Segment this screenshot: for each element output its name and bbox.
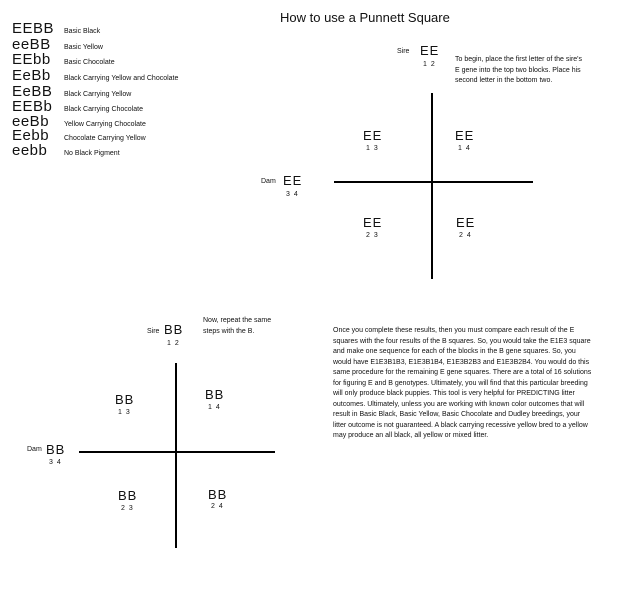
b-cell-letters: BB <box>208 487 228 502</box>
b-cell-letters: BB <box>115 392 135 407</box>
explanation-paragraph: Once you complete these results, then you must compare each result of the E squares with the four results of the B squares. So, you would take the E1E3 square and make one sequence for each of the blocks in the B gene squares. So, you would have E1E3B1B3, E1E3B1B4, E1E3B2B3 and E1E3B2B4. You would do this same procedure for the remaining E gene squares. There are a total of 16 solutions for figuring E and B genotypes. Ultimately, you will find that this particular breeding will only produce black puppies. This tool is very helpful for PREDICTING litter outcomes. Ultimately, unless you are working with known color outcomes that will result in Basic Black, Basic Yellow, Basic Chocolate and Dudley breedings, your litter outcome is not guaranteed. A black carrying recessive yellow bred to a yellow may produce an all black, all yellow or mixed litter. <box>333 327 592 439</box>
b-cell-numbers: 14 <box>208 404 224 411</box>
e-horizontal-line <box>334 181 533 183</box>
e-dam-label: Dam <box>261 178 276 185</box>
b-sire-letters: BB <box>164 322 184 337</box>
b-instructions: Now, repeat the same steps with the B. <box>203 317 272 335</box>
legend-genotype: Eebb <box>12 127 50 144</box>
legend-genotype: EEBB <box>12 20 55 37</box>
legend-genotype: EEbb <box>12 51 51 68</box>
page-title: How to use a Punnett Square <box>280 10 450 25</box>
e-cell-letters: EE <box>363 128 383 143</box>
e-sire-allele-numbers: 12 <box>423 61 439 68</box>
e-dam-allele-numbers: 34 <box>286 191 302 198</box>
e-cell-numbers: 14 <box>458 145 474 152</box>
e-sire-letters: EE <box>420 43 440 58</box>
b-cell-numbers: 24 <box>211 503 227 510</box>
e-sire-label: Sire <box>397 48 410 55</box>
e-instructions: To begin, place the first letter of the sire's E gene into the top two blocks. Place his second letter in the bottom two. <box>455 56 583 84</box>
e-cell-numbers: 24 <box>459 232 475 239</box>
legend-genotype: EeBb <box>12 67 51 84</box>
legend-description: Black Carrying Yellow <box>64 91 132 98</box>
b-dam-label: Dam <box>27 446 42 453</box>
e-vertical-line <box>431 93 433 279</box>
legend-description: Black Carrying Yellow and Chocolate <box>64 75 179 82</box>
legend-description: No Black Pigment <box>64 150 120 157</box>
legend-genotype: EeBB <box>12 83 53 100</box>
legend-genotype: EEBb <box>12 98 53 115</box>
legend-description: Basic Black <box>64 28 101 35</box>
b-vertical-line <box>175 363 177 548</box>
legend-description: Basic Chocolate <box>64 59 115 66</box>
b-sire-allele-numbers: 12 <box>167 340 183 347</box>
e-cell-letters: EE <box>455 128 475 143</box>
e-cell-numbers: 13 <box>366 145 382 152</box>
b-dam-allele-numbers: 34 <box>49 459 65 466</box>
e-cell-numbers: 23 <box>366 232 382 239</box>
legend-genotype: eeBB <box>12 36 51 53</box>
legend-description: Chocolate Carrying Yellow <box>64 135 146 142</box>
legend-description: Basic Yellow <box>64 44 103 51</box>
b-dam-letters: BB <box>46 442 66 457</box>
e-cell-letters: EE <box>363 215 383 230</box>
e-dam-letters: EE <box>283 173 303 188</box>
b-cell-letters: BB <box>118 488 138 503</box>
b-horizontal-line <box>79 451 275 453</box>
legend-description: Black Carrying Chocolate <box>64 106 143 113</box>
legend-genotype: eeBb <box>12 113 50 130</box>
b-cell-numbers: 23 <box>121 505 137 512</box>
b-cell-letters: BB <box>205 387 225 402</box>
e-cell-letters: EE <box>456 215 476 230</box>
legend-genotype: eebb <box>12 142 48 159</box>
b-cell-numbers: 13 <box>118 409 134 416</box>
b-sire-label: Sire <box>147 328 160 335</box>
legend-description: Yellow Carrying Chocolate <box>64 121 146 128</box>
